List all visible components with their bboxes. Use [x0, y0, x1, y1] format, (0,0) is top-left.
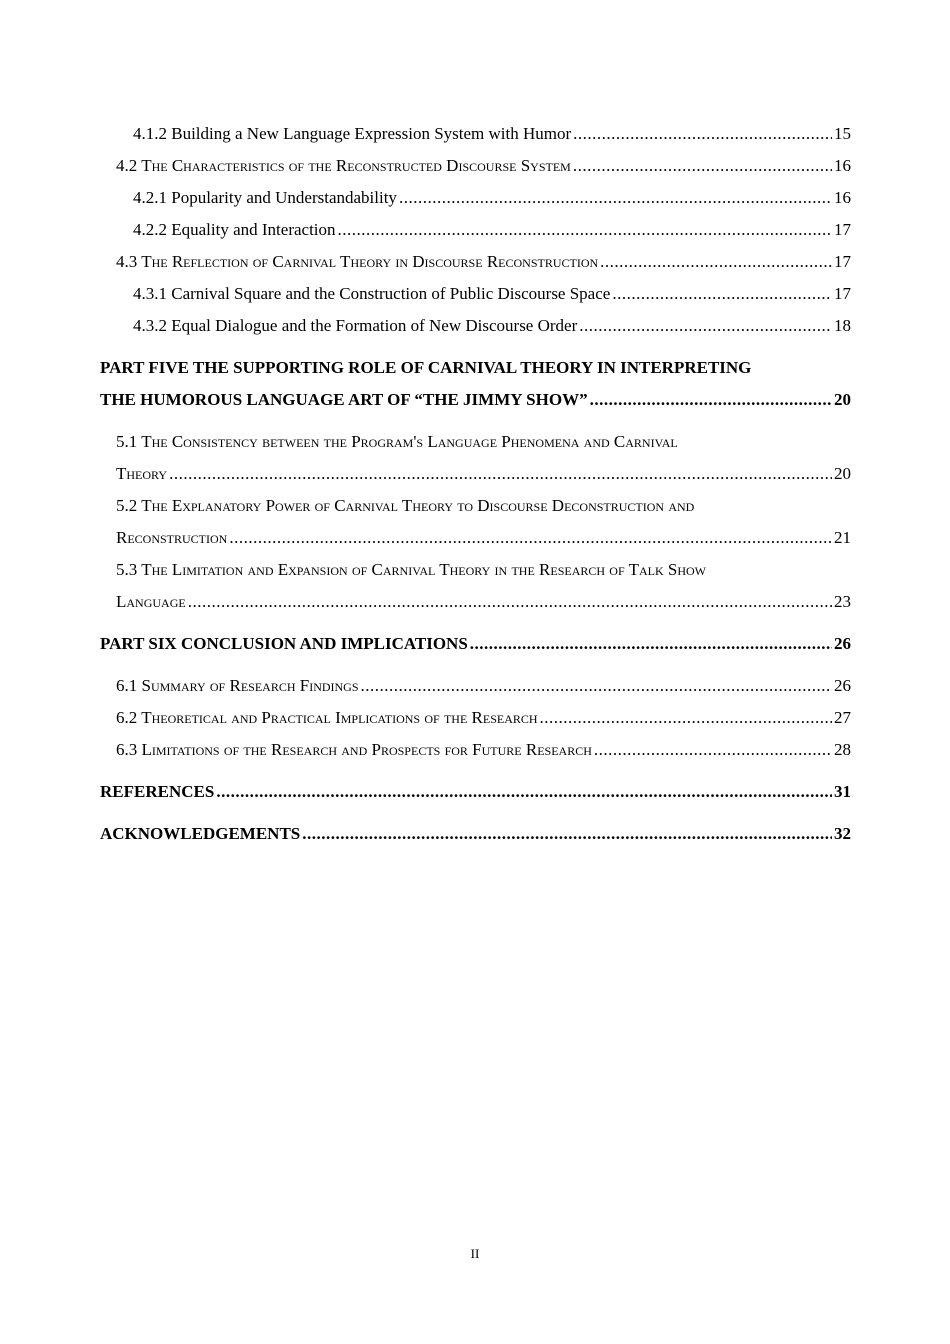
toc-entry-title: 6.2 Theoretical and Practical Implications of the Research: [116, 708, 538, 727]
toc-entry-page: 16: [834, 188, 851, 207]
dot-leader: [573, 118, 832, 150]
toc-entry-page: 17: [834, 284, 851, 303]
toc-entry-title: 4.1.2 Building a New Language Expression System with Humor: [133, 124, 572, 143]
toc-entry-4-2-1[interactable]: [100, 182, 851, 214]
toc-entry-4-3-1[interactable]: [100, 278, 851, 310]
toc-entry-title: 4.3 The Reflection of Carnival Theory in Discourse Reconstruction: [116, 252, 599, 271]
dot-leader: [470, 628, 832, 660]
toc-entry-title-line1: 5.1 The Consistency between the Program's Language Phenomena and Carnival: [116, 432, 678, 451]
toc-entry-title-line2: Language: [116, 592, 186, 611]
dot-leader: [216, 776, 832, 808]
toc-entry-line2: [116, 586, 851, 618]
toc-entry-page: 31: [834, 782, 851, 801]
toc-entry-page: 27: [834, 708, 851, 727]
toc-entry-title: REFERENCES: [100, 782, 215, 801]
toc-entry-line2: [116, 458, 851, 490]
dot-leader: [579, 310, 832, 342]
toc-entry-page: 26: [834, 676, 851, 695]
toc-entry-6-2[interactable]: [100, 702, 851, 734]
toc-entry-page: 28: [834, 740, 851, 759]
toc-entry-title: ACKNOWLEDGEMENTS: [100, 824, 301, 843]
dot-leader: [600, 246, 832, 278]
toc-entry-title-line2: Reconstruction: [116, 528, 228, 547]
page-number: II: [470, 1246, 480, 1261]
toc-entry-page: 18: [834, 316, 851, 335]
toc-entry-title: 4.2.1 Popularity and Understandability: [133, 188, 397, 207]
toc-entry-title: 4.2.2 Equality and Interaction: [133, 220, 336, 239]
toc-entry-page: 15: [834, 124, 851, 143]
toc-entry-title-line2: THE HUMOROUS LANGUAGE ART OF “THE JIMMY SHOW”: [100, 390, 588, 409]
dot-leader: [361, 670, 832, 702]
toc-entry-title: 6.1 Summary of Research Findings: [116, 676, 359, 695]
dot-leader: [612, 278, 832, 310]
dot-leader: [188, 586, 832, 618]
toc-entry-page: 20: [834, 390, 851, 409]
dot-leader: [169, 458, 832, 490]
table-of-contents: [100, 118, 851, 850]
toc-entry-6-1[interactable]: [100, 670, 851, 702]
toc-entry-6-3[interactable]: [100, 734, 851, 766]
toc-entry-title: PART SIX CONCLUSION AND IMPLICATIONS: [100, 634, 468, 653]
toc-entry-page: 16: [834, 156, 851, 175]
toc-entry-references[interactable]: [100, 776, 851, 808]
toc-entry-page: 26: [834, 634, 851, 653]
dot-leader: [594, 734, 832, 766]
toc-entry-page: 23: [834, 592, 851, 611]
toc-entry-page: 17: [834, 252, 851, 271]
toc-entry-title-line1: 5.2 The Explanatory Power of Carnival Theory to Discourse Deconstruction and: [116, 496, 695, 515]
dot-leader: [302, 818, 832, 850]
toc-entry-part-six[interactable]: [100, 628, 851, 660]
toc-entry-title-line1: PART FIVE THE SUPPORTING ROLE OF CARNIVAL THEORY IN INTERPRETING: [100, 358, 752, 377]
toc-entry-5-3[interactable]: [100, 554, 851, 618]
toc-entry-page: 20: [834, 464, 851, 483]
dot-leader: [590, 384, 832, 416]
toc-entry-title-line2: Theory: [116, 464, 168, 483]
toc-entry-title: 4.3.1 Carnival Square and the Construction of Public Discourse Space: [133, 284, 611, 303]
toc-entry-5-1[interactable]: [100, 426, 851, 490]
toc-entry-4-2-2[interactable]: [100, 214, 851, 246]
toc-entry-5-2[interactable]: [100, 490, 851, 554]
toc-entry-acknowledgements[interactable]: [100, 818, 851, 850]
toc-entry-line2: [116, 522, 851, 554]
toc-entry-4-3-2[interactable]: [100, 310, 851, 342]
dot-leader: [229, 522, 832, 554]
dot-leader: [338, 214, 832, 246]
dot-leader: [573, 150, 832, 182]
toc-entry-title: 4.2 The Characteristics of the Reconstructed Discourse System: [116, 156, 571, 175]
toc-entry-4-1-2[interactable]: [100, 118, 851, 150]
toc-entry-page: 32: [834, 824, 851, 843]
toc-entry-4-2[interactable]: [100, 150, 851, 182]
toc-entry-title: 4.3.2 Equal Dialogue and the Formation of New Discourse Order: [133, 316, 578, 335]
toc-entry-page: 17: [834, 220, 851, 239]
dot-leader: [540, 702, 832, 734]
toc-entry-line2: [100, 384, 851, 416]
toc-entry-page: 21: [834, 528, 851, 547]
toc-entry-4-3[interactable]: [100, 246, 851, 278]
toc-entry-title: 6.3 Limitations of the Research and Prospects for Future Research: [116, 740, 592, 759]
toc-entry-title-line1: 5.3 The Limitation and Expansion of Carnival Theory in the Research of Talk Show: [116, 560, 707, 579]
toc-entry-part-five[interactable]: [100, 352, 851, 416]
dot-leader: [399, 182, 832, 214]
